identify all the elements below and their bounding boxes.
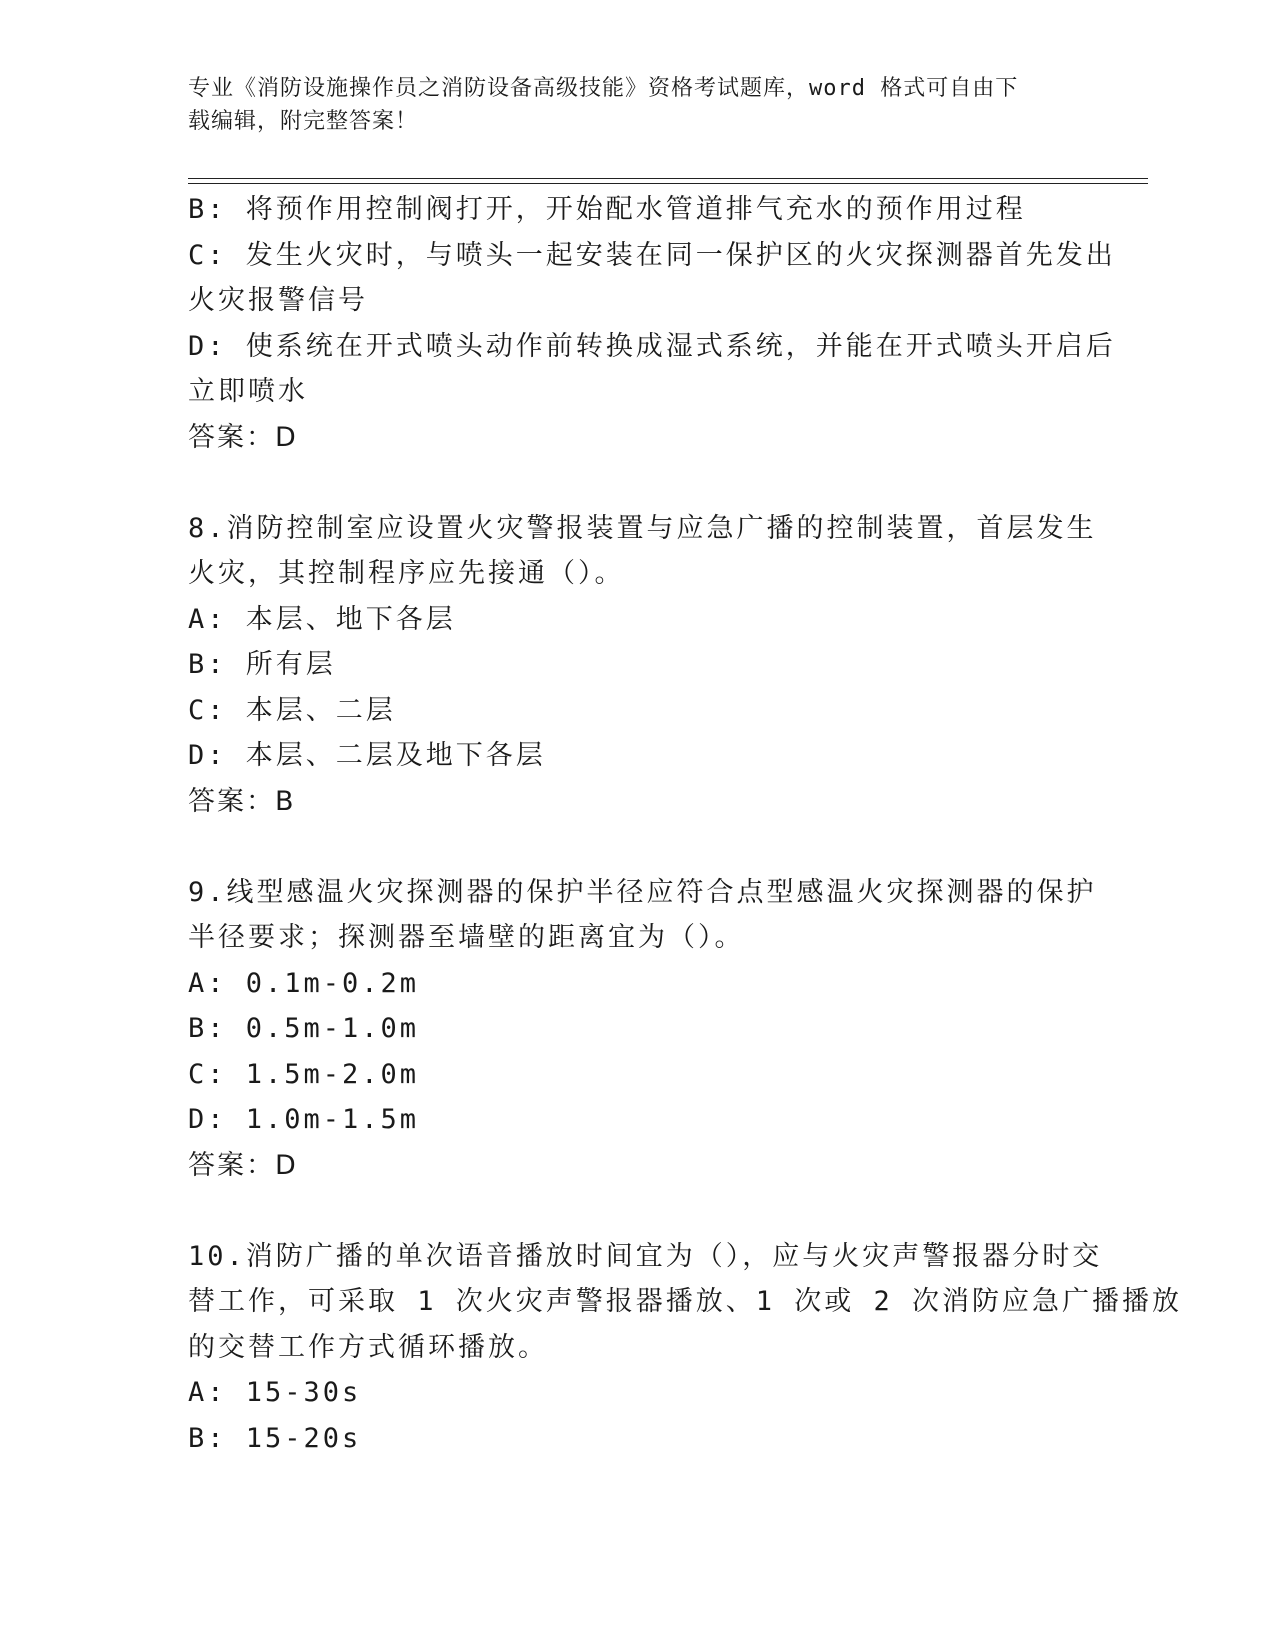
question-stem-line-2: 替工作，可采取 1 次火灾声警报器播放、1 次或 2 次消防应急广播播放 — [188, 1286, 1183, 1317]
answer: 答案：B — [188, 785, 296, 817]
question-9 — [188, 870, 1097, 1189]
header-line-1: 专业《消防设施操作员之消防设备高级技能》资格考试题库，word 格式可自由下 — [188, 76, 1019, 101]
option-b: B: 0.5m-1.0m — [188, 1013, 420, 1044]
option-c: C: 1.5m-2.0m — [188, 1058, 420, 1090]
question-stem-line-1: 10.消防广播的单次语音播放时间宜为（），应与火灾声警报器分时交 — [188, 1240, 1103, 1272]
question-stem-line-2: 半径要求；探测器至墙壁的距离宜为（）。 — [188, 922, 745, 953]
option-d: D: 本层、二层及地下各层 — [188, 740, 546, 771]
document-header — [188, 72, 1068, 138]
header-line-2: 载编辑，附完整答案！ — [188, 109, 419, 134]
question-8 — [188, 506, 1097, 825]
option-c-line-2: 火灾报警信号 — [188, 285, 368, 316]
option-a: A: 本层、地下各层 — [188, 603, 456, 635]
question-stem-line-1: 8.消防控制室应设置火灾警报装置与应急广播的控制装置，首层发生 — [188, 512, 1097, 544]
option-b: B: 将预作用控制阀打开，开始配水管道排气充水的预作用过程 — [188, 194, 1026, 225]
question-stem-line-2: 火灾，其控制程序应先接通（）。 — [188, 558, 625, 589]
question-7-continued — [188, 187, 1116, 460]
option-b: B: 所有层 — [188, 649, 336, 680]
option-c: C: 本层、二层 — [188, 694, 396, 726]
option-a: A: 0.1m-0.2m — [188, 967, 420, 999]
question-10 — [188, 1234, 1183, 1462]
option-d-line-1: D: 使系统在开式喷头动作前转换成湿式系统，并能在开式喷头开启后 — [188, 330, 1116, 362]
question-content — [188, 187, 1183, 1461]
header-divider-top — [188, 178, 1148, 179]
option-d: D: 1.0m-1.5m — [188, 1104, 420, 1135]
option-a: A: 15-30s — [188, 1377, 362, 1408]
option-d-line-2: 立即喷水 — [188, 376, 308, 407]
question-stem-line-1: 9.线型感温火灾探测器的保护半径应符合点型感温火灾探测器的保护 — [188, 876, 1097, 908]
header-divider-bottom — [188, 183, 1148, 184]
answer: 答案：D — [188, 1149, 298, 1181]
option-c-line-1: C: 发生火灾时，与喷头一起安装在同一保护区的火灾探测器首先发出 — [188, 239, 1116, 271]
option-b: B: 15-20s — [188, 1422, 362, 1454]
question-stem-line-3: 的交替工作方式循环播放。 — [188, 1331, 548, 1363]
answer: 答案：D — [188, 421, 298, 453]
